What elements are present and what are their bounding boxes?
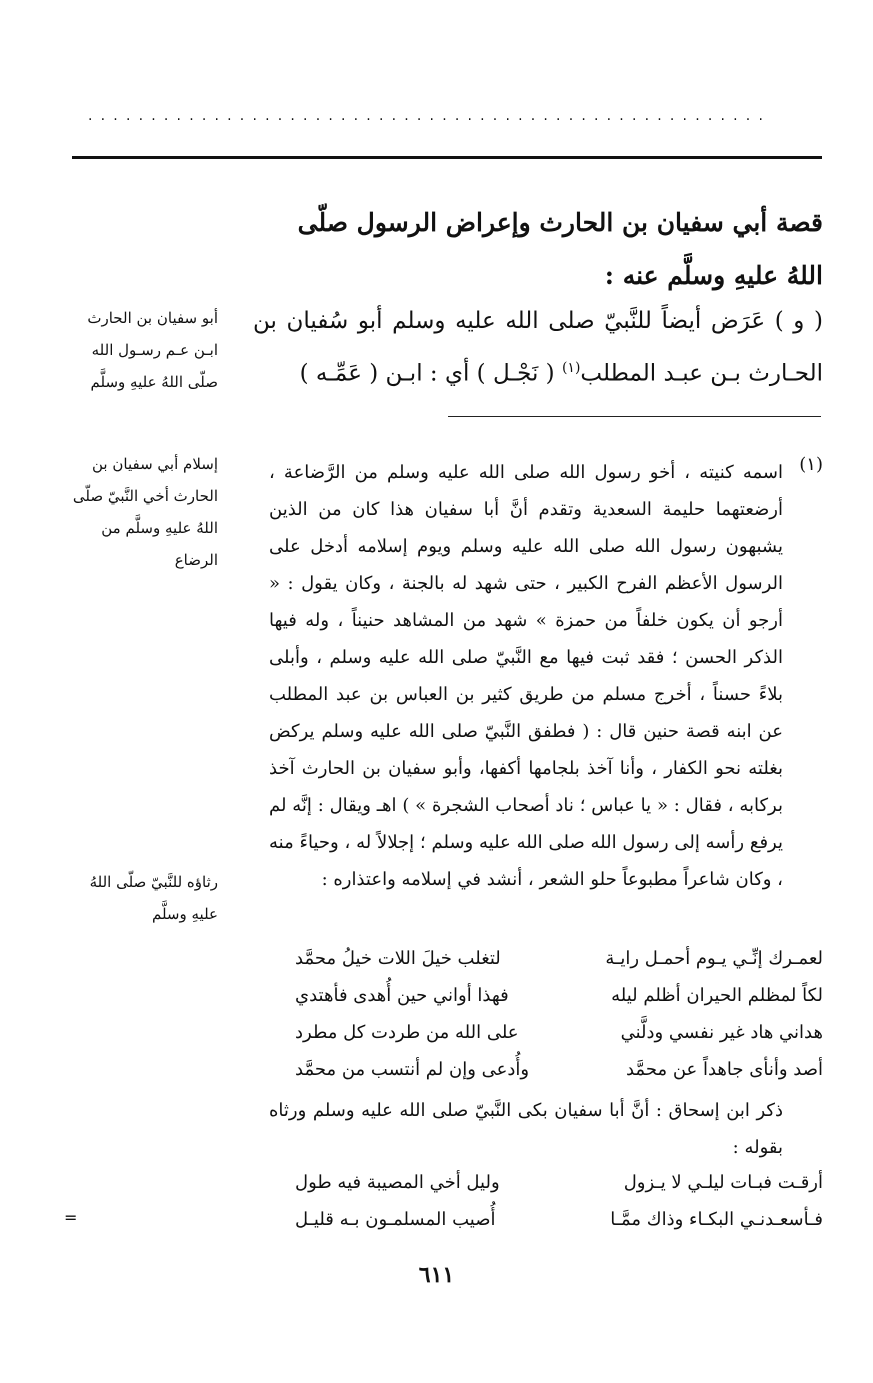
poem-first — [295, 940, 823, 1088]
poem-hemistich-left: لتغلب خيلَ اللات خيلُ محمَّد — [295, 948, 501, 969]
footnote-number: (١) — [799, 454, 823, 475]
poem-hemistich-right: لكاً لمظلم الحيران أظلم ليله — [611, 985, 823, 1006]
poem-verse — [295, 1014, 823, 1051]
footnote-reference: (١) — [561, 360, 581, 376]
poem-hemistich-right: لعمـرك إنِّـي يـوم أحمـل رايـة — [605, 948, 823, 969]
poem-verse — [295, 1164, 823, 1201]
footnote-separator — [448, 416, 821, 417]
poem-hemistich-right: أرقـت فبـات ليلـي لا يـزول — [623, 1172, 823, 1193]
intro-text: ( و ) عَرَض أيضاً للنَّبيّ صلى الله عليه وسلم أبو سُفيان بن الحـارث بـن عبـد المطلب — [253, 308, 823, 387]
header-rule — [72, 156, 822, 159]
poem-hemistich-left: أُصيب المسلمـون بـه قليـل — [295, 1209, 496, 1230]
poem-hemistich-left: فهذا أواني حين أُهدى فأهتدي — [295, 985, 509, 1006]
margin-note-1: أبو سفيان بن الحارث ابـن عـم رسـول الله صلّى اللهُ عليهِ وسلَّم — [87, 309, 218, 391]
poem-verse — [295, 1201, 823, 1238]
intro-paragraph — [253, 298, 823, 398]
intro-tail: ( نَجْـل ) أي : ابـن ( عَمِّـه ) — [299, 360, 562, 387]
poem-verse — [295, 940, 823, 977]
margin-note-3: رثاؤه للنَّبيّ صلّى اللهُ عليهِ وسلَّم — [89, 873, 218, 923]
poem-hemistich-right: أصد وأنأى جاهداً عن محمَّد — [625, 1059, 823, 1080]
poem-hemistich-left: على الله من طردت كل مطرد — [295, 1022, 519, 1043]
footnote-text-continued: ذكر ابن إسحاق : أنَّ أبا سفيان بكى النَّبيّ صلى الله عليه وسلم ورثاه بقوله : — [269, 1100, 783, 1158]
page-number: ٦١١ — [418, 1262, 455, 1288]
poem-hemistich-left: وأُدعى وإن لم أنتسب من محمَّد — [295, 1059, 530, 1080]
poem-second — [295, 1164, 823, 1238]
poem-hemistich-left: وليل أخي المصيبة فيه طول — [295, 1172, 500, 1193]
poem-verse — [295, 977, 823, 1014]
poem-hemistich-right: هداني هاد غير نفسي ودلَّني — [620, 1022, 823, 1043]
continuation-mark: = — [64, 1208, 78, 1227]
poem-verse — [295, 1051, 823, 1088]
footnote-text: اسمه كنيته ، أخو رسول الله صلى الله عليه وسلم من الرَّضاعة ، أرضعتهما حليمة السعدية وتقدم أنَّ أبا سفيان هذا كان من الذين يشبهون رسول الله صلى الله عليه وسلم ويوم إسلامه أدخل على الرسول الأعظم الفرح الكبير ، حتى شهد له بالجنة ، وكان يقول : « أرجو أن يكون خلفاً من حمزة » شهد من المشاهد حنيناً ، وله فيها الذكر الحسن ؛ فقد ثبت فيها مع النَّبيّ صلى الله عليه وسلم ، وأبلى بلاءً حسناً ، أخرج مسلم من طريق كثير بن العباس بن عبد المطلب عن ابنه قصة حنين قال : ( فطفق النَّبيّ صلى الله عليه وسلم يركض بغلته نحو الكفار ، وأنا آخذ بلجامها أكفها، وأبو سفيان بن الحارث آخذ بركابه ، فقال : « يا عباس ؛ ناد أصحاب الشجرة » ) اهـ ويقال : إنَّه لم يرفع رأسه إلى رسول الله صلى الله عليه وسلم ؛ إجلالاً له ، وحياءً منه ، وكان شاعراً مطبوعاً حلو الشعر ، أنشد في إسلامه واعتذاره : — [269, 462, 783, 890]
poem-hemistich-right: فـأسعـدنـي البكـاء وذاك ممَّـا — [610, 1209, 823, 1230]
section-heading: قصة أبي سفيان بن الحارث وإعراض الرسول صلّى اللهُ عليهِ وسلَّم عنه : — [297, 208, 823, 290]
header-dots: ...................................................... — [88, 108, 772, 124]
margin-note-2: إسلام أبي سفيان بن الحارث أخي النَّبيّ صلّى اللهُ عليهِ وسلَّم من الرضاع — [72, 455, 218, 569]
